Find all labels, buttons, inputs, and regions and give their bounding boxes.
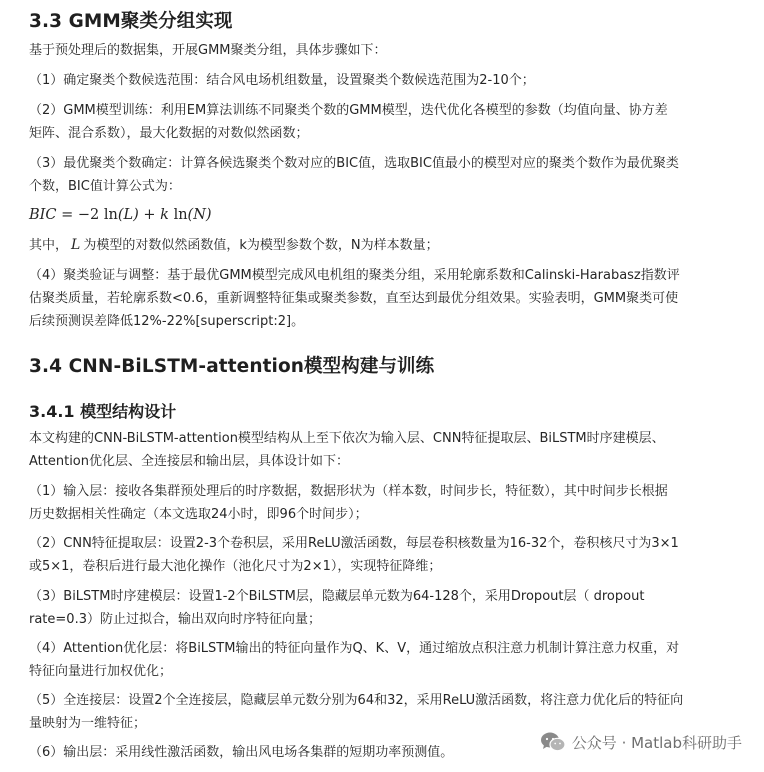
layer-1-line-2: 历史数据相关性确定（本文选取24小时，即96个时间步）； <box>29 507 368 522</box>
bic-formula <box>29 203 747 228</box>
formula-explanation <box>29 233 747 258</box>
step-3-line-2: 个数，BIC值计算公式为： <box>29 179 181 194</box>
watermark <box>540 729 742 755</box>
where-suffix: 为模型的对数似然函数值，k为模型参数个数，N为样本数量； <box>83 238 439 253</box>
step-1: （1）确定聚类个数候选范围：结合风电场机组数量，设置聚类个数候选范围为2-10个； <box>29 73 535 88</box>
formula-ln-1: ln <box>103 207 118 223</box>
paragraph-intro-3-3: 基于预处理后的数据集，开展GMM聚类分组，具体步骤如下： <box>29 43 387 58</box>
where-l-symbol: L <box>71 237 81 253</box>
formula-ln-2: ln <box>173 207 188 223</box>
layer-6-line-1: （6）输出层：采用线性激活函数，输出风电场各集群的短期功率预测值。 <box>29 745 454 760</box>
layer-3-line-2: rate=0.3）防止过拟合，输出双向时序特征向量； <box>29 612 321 627</box>
wechat-icon <box>540 731 566 753</box>
section-3-4-heading: 3.4 CNN-BiLSTM-attention模型构建与训练 <box>29 356 435 377</box>
step-4-line-2: 估聚类质量，若轮廓系数<0.6，重新调整特征集或聚类参数，直至达到最优分组效果。实验表明，GMM聚类可使 <box>29 291 679 306</box>
formula-n: (N) <box>187 207 212 223</box>
layer-4-line-1: （4）Attention优化层：将BiLSTM输出的特征向量作为Q、K、V，通过缩放点积注意力机制计算注意力权重，对 <box>29 641 680 656</box>
paragraph-intro-3-4-line-1: 本文构建的CNN-BiLSTM-attention模型结构从上至下依次为输入层、CNN特征提取层、BiLSTM时序建模层、 <box>29 431 665 446</box>
step-4-line-1: （4）聚类验证与调整：基于最优GMM模型完成风电机组的聚类分组，采用轮廓系数和Calinski-Harabasz指数评 <box>29 268 680 283</box>
watermark-text: 公众号 · Matlab科研助手 <box>571 733 742 752</box>
layer-2-line-2: 或5×1，卷积后进行最大池化操作（池化尺寸为2×1），实现特征降维； <box>29 559 442 574</box>
formula-k: k <box>160 207 174 223</box>
layer-4-line-2: 特征向量进行加权优化； <box>29 664 173 679</box>
where-prefix: 其中， <box>29 238 69 253</box>
layer-3-line-1: （3）BiLSTM时序建模层：设置1-2个BiLSTM层，隐藏层单元数为64-128个，采用Dropout层（ dropout <box>29 589 645 604</box>
formula-l: (L) <box>117 207 139 223</box>
section-3-3-heading: 3.3 GMM聚类分组实现 <box>29 11 233 32</box>
layer-1-line-1: （1）输入层：接收各集群预处理后的时序数据，数据形状为（样本数，时间步长，特征数），其中时间步长根据 <box>29 484 668 499</box>
step-2-line-1: （2）GMM模型训练：利用EM算法训练不同聚类个数的GMM模型，迭代优化各模型的参数（均值向量、协方差 <box>29 103 668 118</box>
section-3-4-1-heading: 3.4.1 模型结构设计 <box>29 402 177 421</box>
step-3-line-1: （3）最优聚类个数确定：计算各候选聚类个数对应的BIC值，选取BIC值最小的模型对应的聚类个数作为最优聚类 <box>29 156 679 171</box>
paragraph-intro-3-4-line-2: Attention优化层、全连接层和输出层，具体设计如下： <box>29 454 349 469</box>
step-4-line-3: 后续预测误差降低12%-22%[superscript:2]。 <box>29 314 305 329</box>
step-2-line-2: 矩阵、混合系数），最大化数据的对数似然函数； <box>29 126 309 141</box>
layer-2-line-1: （2）CNN特征提取层：设置2-3个卷积层，采用ReLU激活函数，每层卷积核数量为16-32个，卷积核尺寸为3×1 <box>29 536 679 551</box>
formula-eq: = −2 <box>56 207 104 223</box>
formula-bic: BIC <box>29 207 57 223</box>
layer-5-line-1: （5）全连接层：设置2个全连接层，隐藏层单元数分别为64和32，采用ReLU激活函数，将注意力优化后的特征向 <box>29 693 684 708</box>
layer-5-line-2: 量映射为一维特征； <box>29 716 147 731</box>
formula-plus: + <box>138 207 161 223</box>
